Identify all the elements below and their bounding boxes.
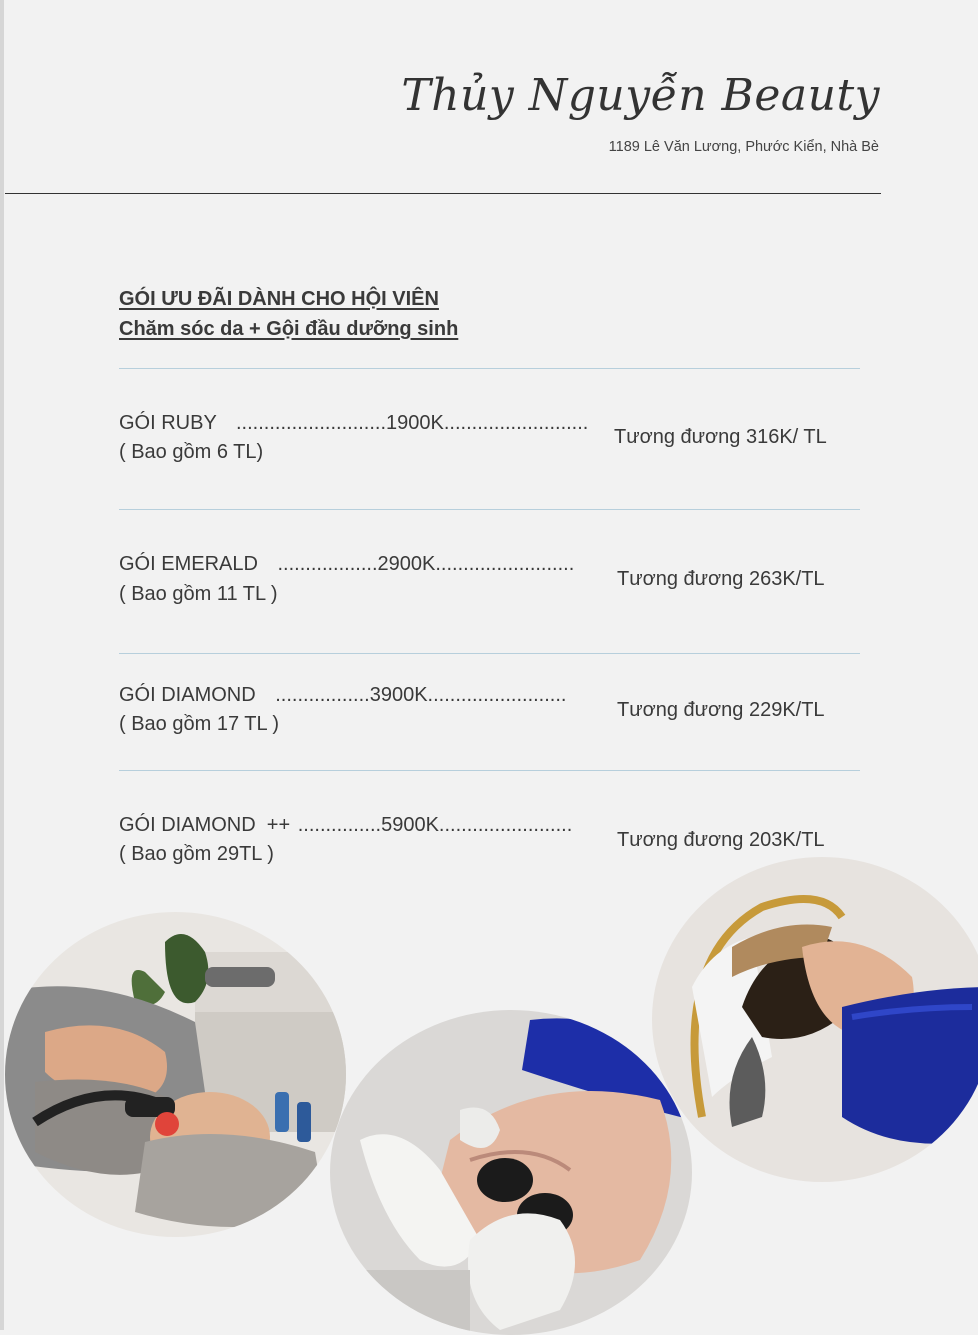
page-left-edge (0, 0, 4, 1330)
package-includes: ( Bao gồm 11 TL ) (119, 583, 278, 605)
package-emerald-line (119, 553, 574, 576)
divider (119, 653, 860, 654)
divider (119, 770, 860, 771)
package-diamond-line (119, 684, 566, 707)
dot-leader: ................. (275, 684, 370, 706)
package-equivalent: Tương đương 229K/TL (617, 699, 825, 721)
package-name: GÓI RUBY (119, 412, 217, 434)
package-price: 1900K (386, 412, 444, 434)
dot-leader: .................. (277, 553, 378, 575)
package-equivalent: Tương đương 316K/ TL (614, 426, 827, 448)
divider (119, 509, 860, 510)
package-price: 5900K (381, 814, 439, 836)
package-equivalent: Tương đương 263K/TL (617, 568, 825, 590)
dot-leader: ............... (297, 814, 382, 836)
divider (119, 368, 860, 369)
package-includes: ( Bao gồm 29TL ) (119, 843, 274, 865)
package-diamond-plus-line (119, 814, 572, 837)
header-divider (5, 193, 881, 194)
dot-leader: ........................... (236, 412, 387, 434)
package-ruby-line (119, 412, 588, 435)
package-equivalent: Tương đương 203K/TL (617, 829, 825, 851)
dot-leader: ......................... (427, 684, 567, 706)
dot-leader: ......................... (435, 553, 575, 575)
page-title: GÓI ƯU ĐÃI DÀNH CHO HỘI VIÊN (119, 288, 439, 310)
dot-leader: .......................... (443, 412, 589, 434)
package-price: 3900K (369, 684, 428, 706)
package-name: GÓI EMERALD (119, 553, 258, 575)
address: 1189 Lê Văn Lương, Phước Kiển, Nhà Bè (608, 139, 879, 155)
photo-facial-treatment (5, 912, 346, 1237)
page-subtitle: Chăm sóc da + Gội đầu dưỡng sinh (119, 318, 459, 340)
package-includes: ( Bao gồm 17 TL ) (119, 713, 280, 735)
dot-leader: ........................ (438, 814, 573, 836)
package-name: GÓI DIAMOND ++ (119, 814, 291, 836)
brand-logo: Thủy Nguyễn Beauty (401, 70, 880, 121)
package-price: 2900K (377, 553, 436, 575)
package-name: GÓI DIAMOND (119, 684, 256, 706)
photo-laser-treatment (330, 1010, 692, 1335)
photo-head-spa (652, 857, 978, 1182)
package-includes: ( Bao gồm 6 TL) (119, 441, 264, 463)
